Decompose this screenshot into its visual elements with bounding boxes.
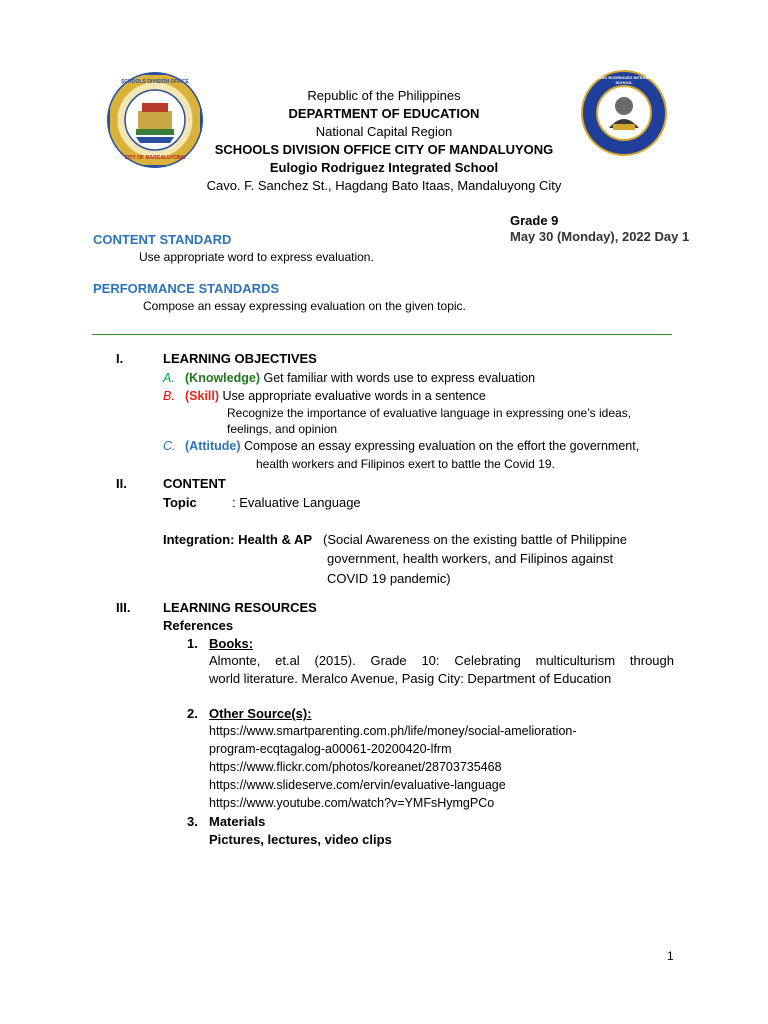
left-seal-text: SCHOOLS DIVISION OFFICE [121,79,189,85]
content-standard-heading: CONTENT STANDARD [93,232,232,247]
header-deped: DEPARTMENT OF EDUCATION [288,106,480,121]
books-citation-2: world literature. Meralco Avenue, Pasig City: Department of Education [209,671,612,686]
section-divider [92,334,672,335]
objective-c [163,439,639,453]
section-number-2: II. [116,476,127,491]
objectives-heading: LEARNING OBJECTIVES [163,351,317,366]
page-number: 1 [667,949,674,963]
integration-text-3: COVID 19 pandemic) [327,571,451,586]
books-label: Books: [209,636,254,651]
performance-standards-heading: PERFORMANCE STANDARDS [93,281,280,296]
books-citation-1: Almonte, et.al (2015). Grade 10: Celebrating multiculturism through [209,653,674,668]
objective-b-text: Use appropriate evaluative words in a sentence [219,389,486,403]
objective-b-cont1: Recognize the importance of evaluative language in expressing one’s ideas, [227,406,632,420]
performance-standards-text: Compose an essay expressing evaluation on the given topic. [143,299,466,313]
references-heading: References [163,618,234,633]
materials-text: Pictures, lectures, video clips [209,832,392,847]
objective-a [163,371,535,385]
objective-a-tag: (Knowledge) [185,371,260,385]
objective-a-text: Get familiar with words use to express evaluation [260,371,536,385]
materials-label: Materials [209,814,266,829]
objective-c-cont1: health workers and Filipinos exert to battle the Covid 19. [256,457,555,471]
section-number-1: I. [116,351,124,366]
source-link-4[interactable]: https://www.youtube.com/watch?v=YMFsHymgPCo [209,796,495,810]
objective-c-text: Compose an essay expressing evaluation on the effort the government, [240,439,640,453]
header-school: Eulogio Rodriguez Integrated School [269,160,499,175]
content-heading: CONTENT [163,476,226,491]
integration-text-2: government, health workers, and Filipinos against [327,551,614,566]
objective-a-letter: A. [163,371,175,385]
objective-b [163,389,486,403]
other-sources-number: 2. [187,706,198,721]
topic-label: Topic [163,495,197,510]
source-link-2[interactable]: https://www.flickr.com/photos/koreanet/28703735468 [209,760,502,774]
right-seal-text: EULOGIO RODRIGUEZ INTEGRATED SCHOOL [588,75,660,85]
objective-b-letter: B. [163,389,175,403]
materials-number: 3. [187,814,198,829]
left-seal-text-bottom: CITY OF MANDALUYONG [124,155,186,161]
objective-b-tag: (Skill) [185,389,220,403]
resources-heading: LEARNING RESOURCES [163,600,317,615]
section-number-3: III. [116,600,131,615]
objective-c-letter: C. [163,439,176,453]
source-link-1-cont[interactable]: program-ecqtagalog-a00061-20200420-lfrm [209,742,452,756]
integration-text-1: (Social Awareness on the existing battle of Philippine [323,532,628,547]
source-link-3[interactable]: https://www.slideserve.com/ervin/evaluative-language [209,778,506,792]
objective-c-tag: (Attitude) [185,439,241,453]
header-region: National Capital Region [315,124,453,139]
header-address: Cavo. F. Sanchez St., Hagdang Bato Itaas, Mandaluyong City [206,178,562,193]
topic-value: : Evaluative Language [232,495,361,510]
other-sources-label: Other Source(s): [209,706,312,721]
lesson-date: May 30 (Monday), 2022 Day 1 [510,229,690,244]
content-standard-text: Use appropriate word to express evaluation. [139,250,374,264]
books-number: 1. [187,636,198,651]
grade-label: Grade 9 [510,213,559,228]
integration-label: Integration: Health & AP [163,532,313,547]
source-link-1[interactable]: https://www.smartparenting.com.ph/life/money/social-amelioration- [209,724,577,738]
objective-b-cont2: feelings, and opinion [227,422,338,436]
header-division: SCHOOLS DIVISION OFFICE CITY OF MANDALUYONG [214,142,554,157]
header-republic: Republic of the Philippines [307,88,461,103]
